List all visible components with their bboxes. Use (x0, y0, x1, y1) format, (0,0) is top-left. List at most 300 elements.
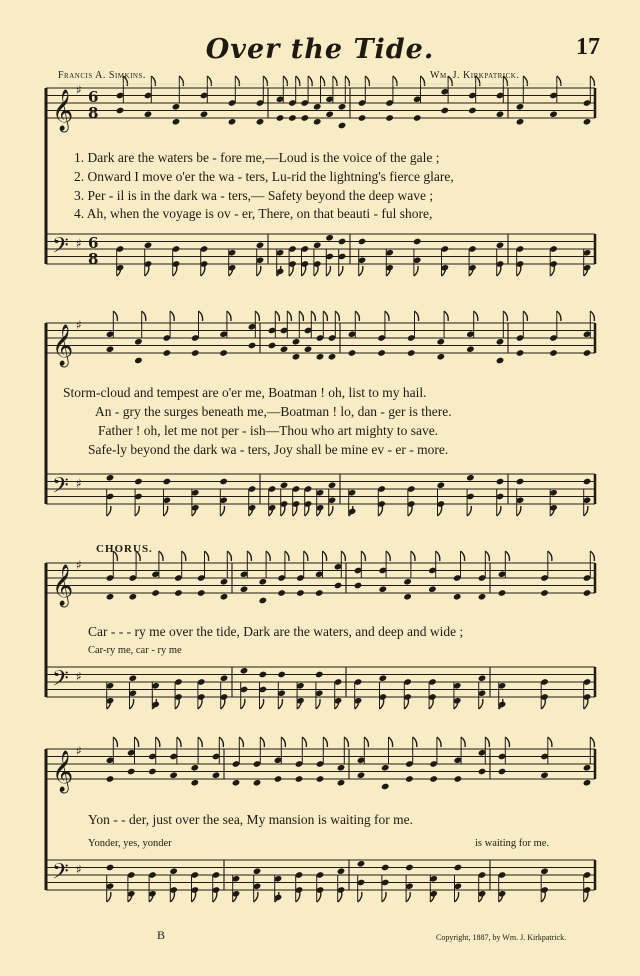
note-flag (285, 551, 289, 561)
note-flag (393, 76, 397, 86)
note-flag (198, 737, 202, 747)
note-head (169, 867, 178, 875)
note-head (385, 114, 394, 122)
note-head (148, 768, 157, 776)
note-flag (345, 76, 349, 86)
note-head (436, 353, 445, 361)
note-flag (263, 76, 267, 86)
note-flag (170, 311, 174, 321)
note-head (274, 775, 283, 783)
note-head (212, 771, 221, 779)
note-head (540, 867, 549, 875)
treble-clef-icon: 𝄞 (52, 90, 74, 131)
chorus-lyric-2: Yon - - der, just over the sea, My mansion is waiting for me. (88, 812, 414, 827)
note-head (357, 771, 366, 779)
note-head (315, 589, 324, 597)
note-flag (316, 699, 320, 709)
note-head (348, 349, 357, 357)
note-flag (192, 892, 196, 902)
time-sig-top: 6 (88, 88, 99, 106)
note-flag (323, 311, 327, 321)
note-flag (326, 266, 330, 276)
note-head (316, 775, 325, 783)
note-flag (550, 266, 554, 276)
note-head (292, 338, 301, 346)
note-head (549, 349, 558, 357)
note-flag (479, 699, 483, 709)
note-flag (590, 311, 594, 321)
note-head (403, 593, 412, 601)
note-head (428, 585, 437, 593)
note-head (232, 779, 241, 787)
note-head (127, 768, 136, 776)
chorus-label: CHORUS. (96, 543, 153, 555)
note-flag (227, 551, 231, 561)
note-head (377, 349, 386, 357)
note-head (220, 674, 229, 682)
chorus-echo-2b: is waiting for me. (475, 838, 550, 849)
note-head (296, 589, 305, 597)
note-head (337, 867, 346, 875)
note-head (200, 110, 209, 118)
note-head (429, 775, 438, 783)
sharp-icon: ♯ (76, 83, 82, 97)
note-head (174, 589, 183, 597)
time-sig-top: 6 (88, 234, 99, 252)
sharp-icon: ♯ (76, 476, 82, 491)
note-flag (329, 506, 333, 516)
note-flag (293, 506, 297, 516)
note-flag (339, 266, 343, 276)
note-flag (266, 551, 270, 561)
note-flag (455, 892, 459, 902)
note-flag (485, 551, 489, 561)
note-flag (323, 551, 327, 561)
note-head (540, 589, 549, 597)
note-flag (436, 551, 440, 561)
note-head (256, 241, 265, 249)
signature-mark: B (157, 928, 166, 942)
note-flag (364, 737, 368, 747)
note-flag (170, 892, 174, 902)
note-flag (355, 311, 359, 321)
note-head (313, 118, 322, 126)
note-head (468, 107, 477, 115)
sharp-icon: ♯ (76, 744, 82, 758)
chorus-lyric-1: Car - - - ry me over the tide, Dark are the waters, and deep and wide ; (88, 624, 464, 639)
note-flag (361, 551, 365, 561)
bass-clef-icon: 𝄢 (52, 666, 69, 697)
note-head (295, 775, 304, 783)
note-flag (467, 506, 471, 516)
arranger-credit: Wm. J. Kirkpatrick. (430, 70, 520, 81)
note-flag (517, 266, 521, 276)
note-head (549, 110, 558, 118)
note-head (144, 241, 153, 249)
note-head (436, 481, 445, 489)
note-head (478, 768, 487, 776)
note-flag (107, 892, 111, 902)
note-flag (590, 551, 594, 561)
note-flag (308, 76, 312, 86)
note-flag (317, 892, 321, 902)
note-head (190, 764, 199, 772)
note-flag (221, 699, 225, 709)
note-flag (557, 311, 561, 321)
copyright-notice: Copyright, 1887, by Wm. J. Kirkpatrick. (436, 933, 567, 942)
note-flag (260, 699, 264, 709)
note-head (413, 114, 422, 122)
note-head (134, 357, 143, 365)
note-head (220, 578, 229, 586)
note-head (453, 775, 462, 783)
note-head (258, 597, 267, 605)
note-head (338, 103, 347, 111)
note-head (169, 771, 178, 779)
note-flag (378, 506, 382, 516)
note-flag (438, 506, 442, 516)
note-head (191, 349, 200, 357)
note-head (172, 103, 181, 111)
note-flag (386, 551, 390, 561)
note-flag (415, 311, 419, 321)
note-head (197, 589, 206, 597)
note-head (440, 107, 449, 115)
sharp-icon: ♯ (76, 558, 82, 572)
note-head (407, 349, 416, 357)
note-head (403, 578, 412, 586)
note-head (162, 349, 171, 357)
note-flag (584, 506, 588, 516)
treble-clef-icon: 𝄞 (52, 325, 74, 366)
note-head (583, 118, 592, 126)
note-flag (135, 506, 139, 516)
note-flag (151, 76, 155, 86)
note-flag (461, 737, 465, 747)
note-head (315, 671, 324, 679)
note-head (304, 345, 313, 353)
note-head (516, 478, 525, 486)
note-flag (523, 311, 527, 321)
note-flag (497, 266, 501, 276)
treble-clef-icon: 𝄞 (52, 751, 74, 792)
note-flag (179, 76, 183, 86)
note-flag (517, 506, 521, 516)
note-flag (503, 311, 507, 321)
note-head (277, 671, 286, 679)
note-flag (365, 76, 369, 86)
note-head (220, 593, 229, 601)
note-head (240, 667, 249, 675)
note-flag (505, 737, 509, 747)
note-flag (389, 737, 393, 747)
note-flag (505, 551, 509, 561)
note-flag (474, 311, 478, 321)
note-flag (311, 311, 315, 321)
note-head (313, 241, 322, 249)
note-head (496, 110, 505, 118)
note-head (258, 671, 267, 679)
note-head (106, 775, 115, 783)
note-head (190, 779, 199, 787)
note-flag (429, 699, 433, 709)
note-head (258, 578, 267, 586)
note-head (328, 481, 337, 489)
note-head (228, 118, 237, 126)
note-flag (408, 506, 412, 516)
bass-clef-icon: 𝄢 (52, 473, 69, 504)
note-flag (338, 892, 342, 902)
note-flag (281, 506, 285, 516)
note-flag (541, 892, 545, 902)
note-head (413, 238, 422, 246)
note-flag (541, 699, 545, 709)
note-flag (239, 737, 243, 747)
note-head (277, 589, 286, 597)
note-flag (227, 311, 231, 321)
note-flag (299, 311, 303, 321)
note-flag (145, 266, 149, 276)
note-head (313, 103, 322, 111)
note-flag (358, 892, 362, 902)
note-head (378, 674, 387, 682)
note-flag (411, 551, 415, 561)
note-head (253, 779, 262, 787)
note-head (496, 338, 505, 346)
note-head (134, 478, 143, 486)
note-head (453, 593, 462, 601)
verse-3-line-2: Father ! oh, let me not per - ish—Thou who art mighty to save. (98, 423, 439, 438)
note-head (338, 238, 347, 246)
note-head (144, 110, 153, 118)
composer-credit: Francis A. Simkins. (58, 70, 146, 81)
note-flag (302, 266, 306, 276)
note-head (496, 241, 505, 249)
note-head (325, 234, 334, 242)
note-head (478, 674, 487, 682)
note-head (248, 342, 257, 350)
note-flag (182, 551, 186, 561)
note-flag (207, 76, 211, 86)
verse-4-line-2: Safe-ly beyond the dark wa - ters, Joy shall be mine ev - er - more. (88, 442, 449, 457)
note-head (280, 481, 289, 489)
note-flag (341, 551, 345, 561)
note-flag (323, 737, 327, 747)
sharp-icon: ♯ (76, 236, 82, 251)
note-head (240, 585, 249, 593)
note-flag (275, 311, 279, 321)
bass-clef-icon: 𝄢 (52, 859, 69, 890)
note-head (106, 345, 115, 353)
note-head (354, 582, 363, 590)
note-flag (107, 506, 111, 516)
note-flag (380, 699, 384, 709)
note-head (172, 118, 181, 126)
note-head (219, 478, 228, 486)
note-head (516, 118, 525, 126)
note-head (128, 674, 137, 682)
verse-1-line-2: Storm-cloud and tempest are o'er me, Boatman ! oh, list to my hail. (63, 385, 427, 400)
note-head (128, 593, 137, 601)
hymn-title: Over the Tide. (205, 34, 435, 65)
note-flag (302, 737, 306, 747)
note-flag (335, 311, 339, 321)
note-flag (359, 266, 363, 276)
note-head (453, 864, 462, 872)
note-flag (333, 76, 337, 86)
note-head (106, 864, 115, 872)
note-flag (548, 551, 552, 561)
note-flag (255, 311, 259, 321)
note-flag (156, 737, 160, 747)
note-head (583, 478, 592, 486)
note-flag (296, 892, 300, 902)
note-head (337, 779, 346, 787)
note-flag (344, 737, 348, 747)
note-head (268, 342, 277, 350)
note-head (436, 338, 445, 346)
note-head (338, 122, 347, 130)
note-head (405, 775, 414, 783)
note-flag (321, 76, 325, 86)
note-flag (385, 311, 389, 321)
sharp-icon: ♯ (76, 318, 82, 332)
note-flag (590, 737, 594, 747)
note-flag (414, 266, 418, 276)
note-flag (548, 737, 552, 747)
note-flag (287, 311, 291, 321)
note-head (583, 779, 592, 787)
note-flag (421, 76, 425, 86)
note-flag (113, 311, 117, 321)
note-head (256, 118, 265, 126)
note-head (162, 478, 171, 486)
note-flag (461, 551, 465, 561)
note-flag (130, 699, 134, 709)
note-head (496, 357, 505, 365)
note-flag (404, 699, 408, 709)
note-head (253, 867, 262, 875)
note-head (540, 771, 549, 779)
note-head (496, 478, 505, 486)
note-flag (590, 76, 594, 86)
note-flag (382, 892, 386, 902)
note-head (516, 349, 525, 357)
note-flag (241, 699, 245, 709)
note-head (583, 349, 592, 357)
chorus-echo-1: Car-ry me, car - ry me (88, 645, 182, 656)
note-flag (485, 737, 489, 747)
note-flag (497, 506, 501, 516)
note-head (405, 864, 414, 872)
note-flag (254, 892, 258, 902)
note-head (466, 474, 475, 482)
note-flag (219, 737, 223, 747)
verse-3-line-1: 3. Per - il is in the dark wa - ters,— Safety beyond the deep wave ; (74, 188, 434, 203)
note-head (478, 593, 487, 601)
verse-2-line-2: An - gry the surges beneath me,—Boatman ! lo, dan - ger is there. (95, 404, 452, 419)
note-head (381, 783, 390, 791)
note-flag (413, 737, 417, 747)
note-flag (205, 551, 209, 561)
note-head (516, 103, 525, 111)
note-flag (164, 506, 168, 516)
note-flag (175, 699, 179, 709)
note-flag (257, 266, 261, 276)
note-head (325, 110, 334, 118)
note-flag (584, 699, 588, 709)
note-head (300, 114, 309, 122)
note-head (378, 585, 387, 593)
note-flag (296, 76, 300, 86)
note-head (358, 238, 367, 246)
note-flag (281, 737, 285, 747)
note-flag (159, 551, 163, 561)
note-flag (283, 76, 287, 86)
note-flag (142, 311, 146, 321)
note-head (134, 338, 143, 346)
note-flag (235, 76, 239, 86)
verse-1-line-1: 1. Dark are the waters be - fore me,—Loud is the voice of the gale ; (74, 150, 440, 165)
note-head (116, 107, 125, 115)
note-flag (220, 506, 224, 516)
note-flag (584, 892, 588, 902)
note-head (466, 345, 475, 353)
note-flag (199, 311, 203, 321)
note-head (381, 764, 390, 772)
time-sig-bottom: 8 (88, 250, 99, 268)
note-head (219, 349, 228, 357)
note-head (316, 353, 325, 361)
chorus-echo-2a: Yonder, yes, yonder (88, 838, 172, 849)
note-head (276, 114, 285, 122)
time-sig-bottom: 8 (88, 104, 99, 122)
note-flag (278, 699, 282, 709)
note-flag (523, 76, 527, 86)
note-flag (444, 311, 448, 321)
note-flag (260, 737, 264, 747)
note-flag (305, 506, 309, 516)
note-flag (213, 892, 217, 902)
note-head (151, 589, 160, 597)
note-head (357, 860, 366, 868)
note-head (328, 353, 337, 361)
bass-clef-icon: 𝄢 (52, 233, 69, 264)
note-head (337, 764, 346, 772)
note-flag (406, 892, 410, 902)
verse-4-line-1: 4. Ah, when the voyage is ov - er, There, on that beauti - ful shore, (74, 206, 433, 221)
note-flag (135, 737, 139, 747)
note-head (381, 864, 390, 872)
note-flag (201, 266, 205, 276)
note-head (358, 114, 367, 122)
note-head (288, 114, 297, 122)
note-flag (289, 266, 293, 276)
sharp-icon: ♯ (76, 669, 82, 684)
verse-2-line-1: 2. Onward I move o'er the wa - ters, Lu-rid the lightning's fierce glare, (74, 169, 454, 184)
note-flag (113, 737, 117, 747)
note-head (334, 582, 343, 590)
note-flag (198, 699, 202, 709)
note-head (583, 764, 592, 772)
note-flag (437, 737, 441, 747)
note-flag (557, 76, 561, 86)
note-flag (177, 737, 181, 747)
sharp-icon: ♯ (76, 862, 82, 877)
note-head (498, 589, 507, 597)
note-head (106, 474, 115, 482)
note-head (280, 345, 289, 353)
